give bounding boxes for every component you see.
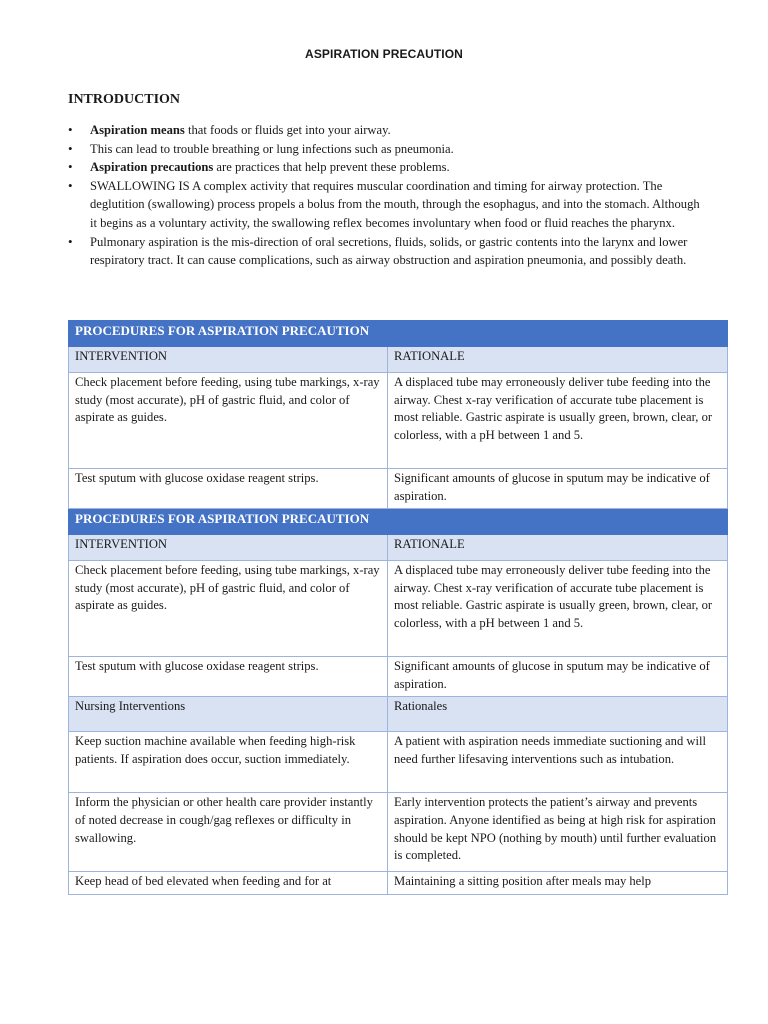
bullet-item xyxy=(68,233,708,270)
intervention-cell: Test sputum with glucose oxidase reagent strips. xyxy=(69,657,388,697)
rationale-cell: Maintaining a sitting position after meals may help xyxy=(388,872,728,895)
intervention-cell: Test sputum with glucose oxidase reagent strips. xyxy=(69,469,388,509)
rationale-cell: A patient with aspiration needs immediate suctioning and will need further lifesaving interventions such as intubation. xyxy=(388,732,728,793)
intervention-cell: Keep head of bed elevated when feeding and for at xyxy=(69,872,388,895)
intervention-cell: Inform the physician or other health care provider instantly of noted decrease in cough/gag reflexes or difficulty in swallowing. xyxy=(69,793,388,872)
introduction-heading: INTRODUCTION xyxy=(68,92,181,107)
bullet-text: that foods or fluids get into your airway. xyxy=(184,123,391,137)
nursing-header-row xyxy=(69,697,728,732)
intervention-cell: Keep suction machine available when feeding high-risk patients. If aspiration does occur, suction immediately. xyxy=(69,732,388,793)
table-header-row xyxy=(69,535,728,561)
intervention-header: INTERVENTION xyxy=(69,535,388,561)
procedures-table xyxy=(68,320,728,895)
intervention-cell: Check placement before feeding, using tube markings, x-ray study (most accurate), pH of gastric fluid, and color of aspirate as guides. xyxy=(69,373,388,469)
rationale-cell: Early intervention protects the patient’s airway and prevents aspiration. Anyone identified as being at high risk for aspiration should be kept NPO (nothing by mouth) until further evaluation is completed. xyxy=(388,793,728,872)
rationale-header: RATIONALE xyxy=(388,535,728,561)
table-row xyxy=(69,561,728,657)
bullet-item xyxy=(68,140,708,159)
bullet-bold-term: Aspiration precautions xyxy=(90,160,214,175)
table-row xyxy=(69,657,728,697)
table-banner xyxy=(69,509,728,535)
rationales-header: Rationales xyxy=(388,697,728,732)
intervention-header: INTERVENTION xyxy=(69,347,388,373)
table-row xyxy=(69,732,728,793)
bullet-text: SWALLOWING IS A complex activity that requires muscular coordination and timing for airway protection. The deglutition (swallowing) process propels a bolus from the mouth, through the esophagus, and into the stomach. Although it begins as a voluntary activity, the swallowing reflex becomes involuntary when food or fluid reaches the pharynx. xyxy=(90,178,700,230)
document-title: ASPIRATION PRECAUTION xyxy=(305,47,463,61)
table-banner-title: PROCEDURES FOR ASPIRATION PRECAUTION xyxy=(69,509,728,535)
nursing-interventions-header: Nursing Interventions xyxy=(69,697,388,732)
table-header-row xyxy=(69,347,728,373)
rationale-header: RATIONALE xyxy=(388,347,728,373)
table-banner-title: PROCEDURES FOR ASPIRATION PRECAUTION xyxy=(69,321,728,347)
bullet-text: are practices that help prevent these problems. xyxy=(213,160,450,175)
table-row xyxy=(69,373,728,469)
table-row xyxy=(69,872,728,895)
table-row xyxy=(69,793,728,872)
bullet-bold-term: Aspiration means xyxy=(90,123,185,137)
rationale-cell: Significant amounts of glucose in sputum may be indicative of aspiration. xyxy=(388,469,728,509)
introduction-bullet-list xyxy=(68,121,708,270)
bullet-item xyxy=(68,177,708,233)
rationale-cell: Significant amounts of glucose in sputum may be indicative of aspiration. xyxy=(388,657,728,697)
table-row xyxy=(69,469,728,509)
bullet-text: This can lead to trouble breathing or lung infections such as pneumonia. xyxy=(90,141,454,156)
rationale-cell: A displaced tube may erroneously deliver tube feeding into the airway. Chest x-ray verification of accurate tube placement is most reliable. Gastric aspirate is usually green, brown, clear, or colorless, with a pH between 1 and 5. xyxy=(388,561,728,657)
bullet-item xyxy=(68,158,708,177)
intervention-cell: Check placement before feeding, using tube markings, x-ray study (most accurate), pH of gastric fluid, and color of aspirate as guides. xyxy=(69,561,388,657)
bullet-text: Pulmonary aspiration is the mis-direction of oral secretions, fluids, solids, or gastric contents into the larynx and lower respiratory tract. It can cause complications, such as airway obstruction and aspiration pneumonia, and possibly death. xyxy=(90,234,688,268)
rationale-cell: A displaced tube may erroneously deliver tube feeding into the airway. Chest x-ray verification of accurate tube placement is most reliable. Gastric aspirate is usually green, brown, clear, or colorless, with a pH between 1 and 5. xyxy=(388,373,728,469)
bullet-item xyxy=(68,121,708,140)
table-banner xyxy=(69,321,728,347)
